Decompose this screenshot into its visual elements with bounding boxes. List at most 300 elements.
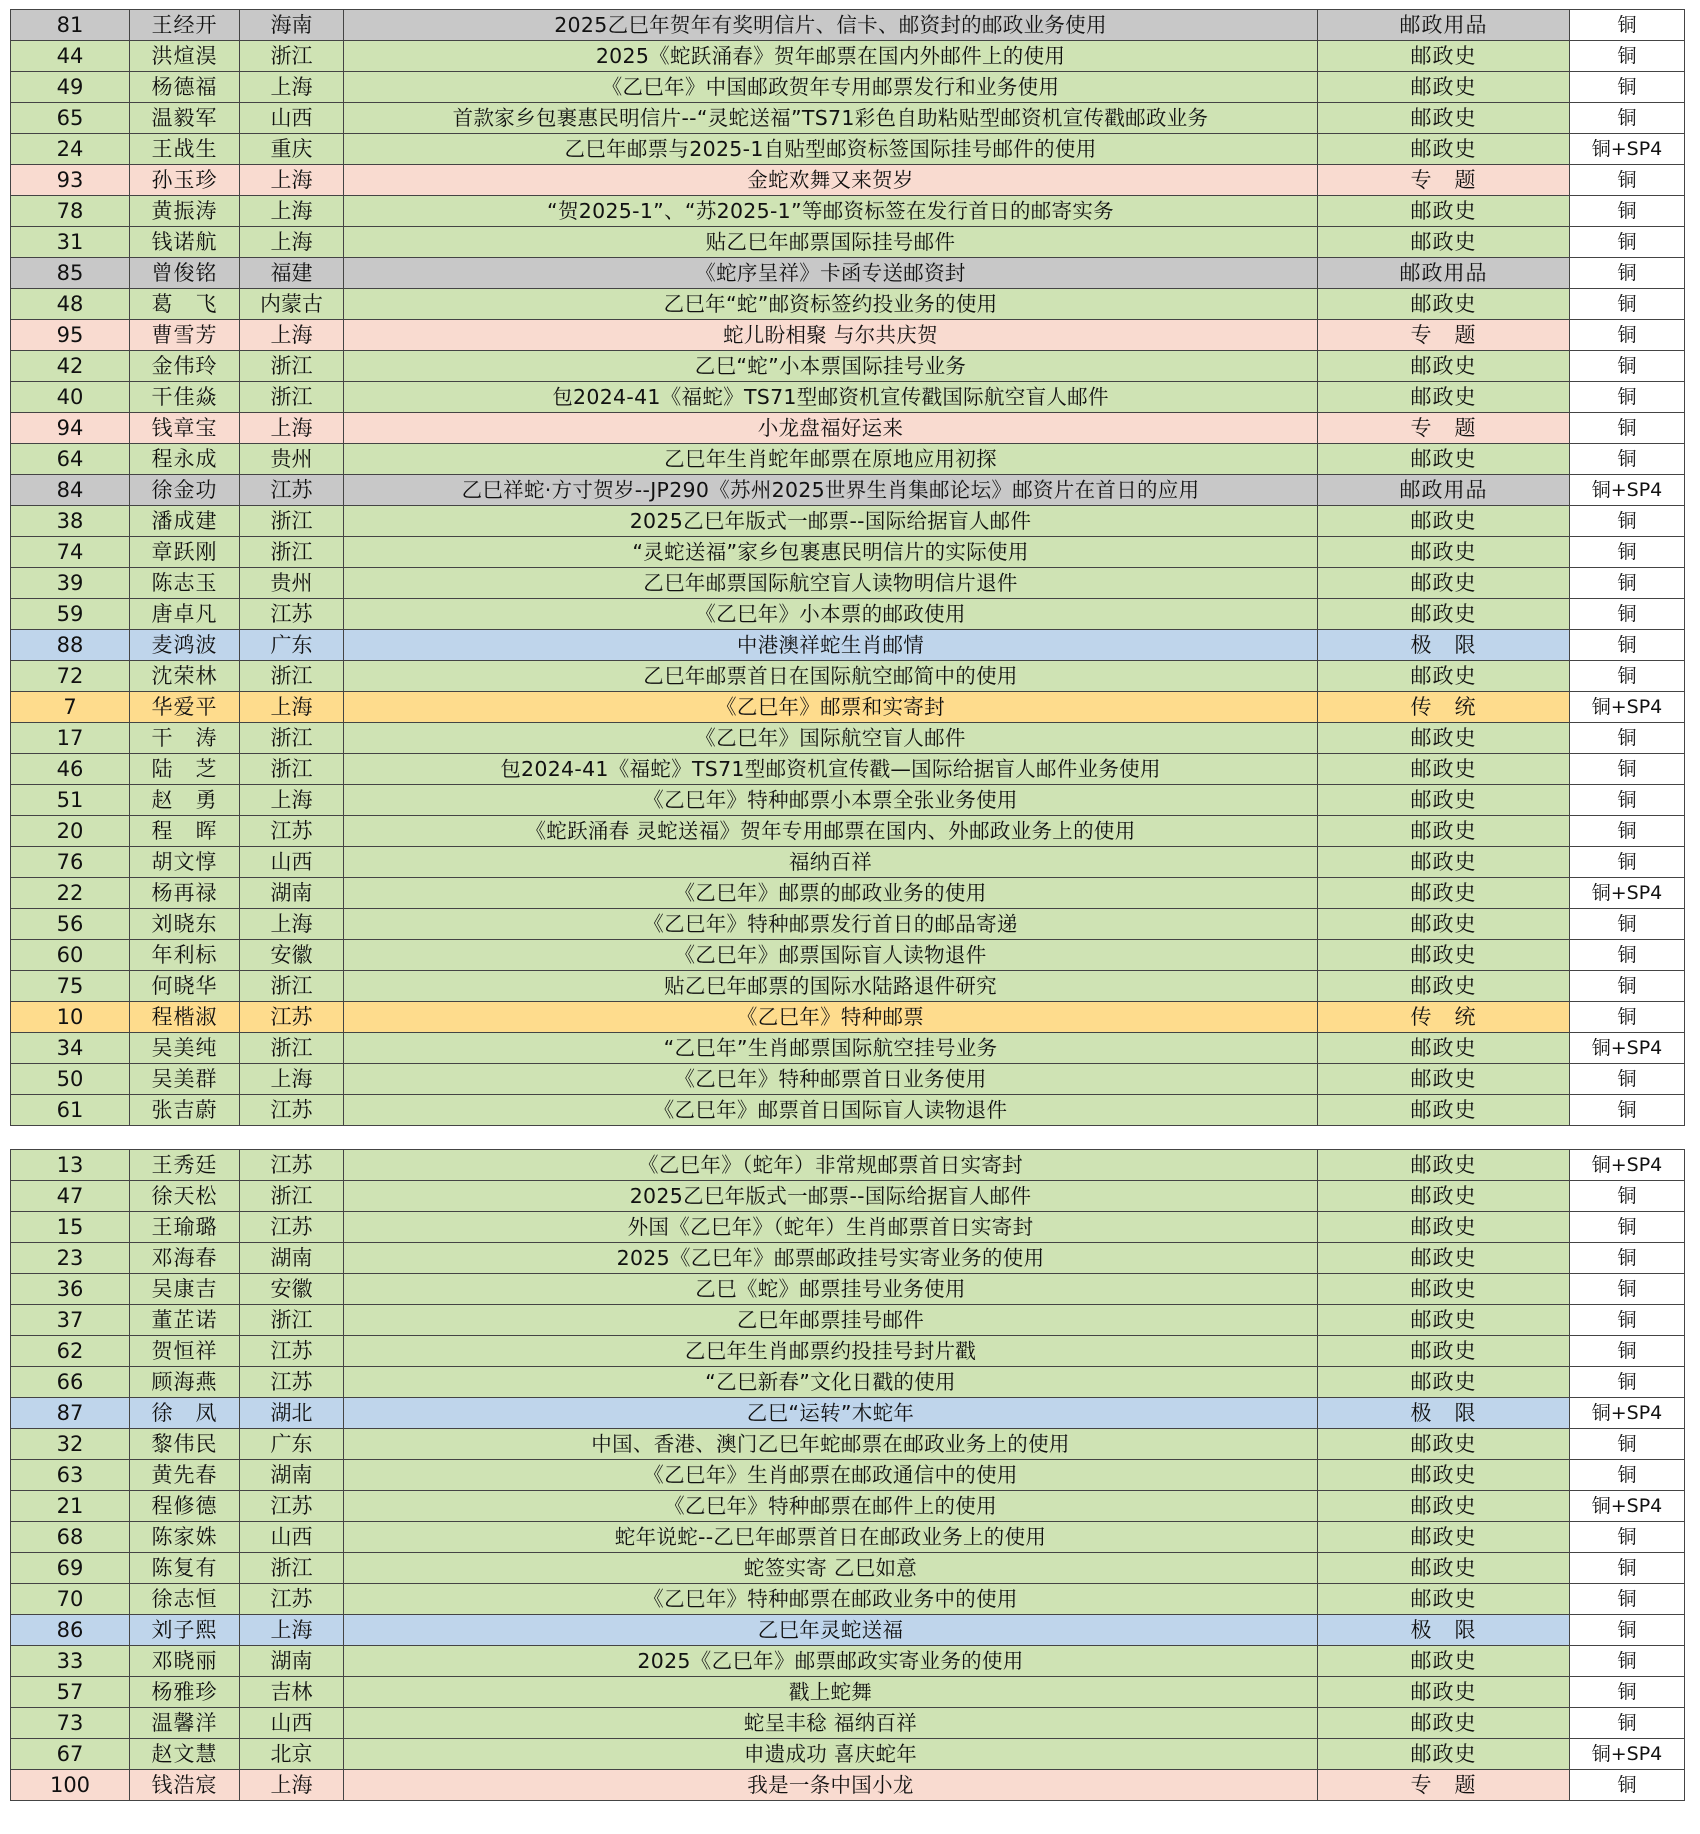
award-level: 铜+SP4	[1570, 878, 1685, 909]
award-level: 铜	[1570, 1274, 1685, 1305]
exhibitor-region: 浙江	[240, 537, 344, 568]
exhibitor-region: 贵州	[240, 444, 344, 475]
entry-number: 47	[11, 1181, 130, 1212]
exhibit-title: 《乙巳年》中国邮政贺年专用邮票发行和业务使用	[344, 72, 1318, 103]
entry-number: 48	[11, 289, 130, 320]
exhibitor-name: 年利标	[130, 940, 240, 971]
table-row	[11, 1584, 1685, 1615]
award-level: 铜	[1570, 1095, 1685, 1126]
exhibitor-region: 湖南	[240, 1243, 344, 1274]
exhibit-category: 邮政史	[1318, 971, 1570, 1002]
exhibit-category: 邮政史	[1318, 909, 1570, 940]
entry-number: 46	[11, 754, 130, 785]
exhibit-title: “乙巳新春”文化日戳的使用	[344, 1367, 1318, 1398]
table-row	[11, 909, 1685, 940]
award-level: 铜	[1570, 1770, 1685, 1801]
award-level: 铜	[1570, 723, 1685, 754]
exhibit-title: 《蛇序呈祥》卡函专送邮资封	[344, 258, 1318, 289]
table-row	[11, 1095, 1685, 1126]
exhibitor-region: 上海	[240, 785, 344, 816]
exhibit-title: 《乙巳年》特种邮票首日业务使用	[344, 1064, 1318, 1095]
exhibit-category: 邮政史	[1318, 1305, 1570, 1336]
exhibit-title: 中国、香港、澳门乙巳年蛇邮票在邮政业务上的使用	[344, 1429, 1318, 1460]
award-level: 铜	[1570, 1429, 1685, 1460]
exhibit-category: 邮政史	[1318, 661, 1570, 692]
exhibit-title: 《乙巳年》邮票和实寄封	[344, 692, 1318, 723]
exhibit-category: 邮政史	[1318, 1033, 1570, 1064]
exhibitor-region: 上海	[240, 1770, 344, 1801]
exhibit-category: 邮政史	[1318, 1553, 1570, 1584]
entry-number: 42	[11, 351, 130, 382]
exhibitor-region: 上海	[240, 413, 344, 444]
exhibit-category: 邮政史	[1318, 1677, 1570, 1708]
exhibit-title: 《乙巳年》特种邮票	[344, 1002, 1318, 1033]
table-row	[11, 971, 1685, 1002]
exhibitor-name: 曾俊铭	[130, 258, 240, 289]
entry-number: 15	[11, 1212, 130, 1243]
exhibit-category: 邮政史	[1318, 289, 1570, 320]
exhibitor-region: 上海	[240, 320, 344, 351]
exhibit-category: 专 题	[1318, 1770, 1570, 1801]
table-row	[11, 1212, 1685, 1243]
exhibitor-name: 黄先春	[130, 1460, 240, 1491]
exhibit-title: 《乙巳年》特种邮票发行首日的邮品寄递	[344, 909, 1318, 940]
entry-number: 50	[11, 1064, 130, 1095]
exhibitor-name: 黄振涛	[130, 196, 240, 227]
exhibit-title: 2025乙巳年版式一邮票--国际给据盲人邮件	[344, 506, 1318, 537]
table-row	[11, 1398, 1685, 1429]
award-level: 铜	[1570, 1553, 1685, 1584]
exhibitor-region: 海南	[240, 10, 344, 41]
exhibit-title: 2025《乙巳年》邮票邮政挂号实寄业务的使用	[344, 1243, 1318, 1274]
exhibit-title: 《乙巳年》邮票首日国际盲人读物退件	[344, 1095, 1318, 1126]
table-row	[11, 1274, 1685, 1305]
award-level: 铜	[1570, 1064, 1685, 1095]
entry-number: 21	[11, 1491, 130, 1522]
exhibit-title: “灵蛇送福”家乡包裹惠民明信片的实际使用	[344, 537, 1318, 568]
table-row	[11, 599, 1685, 630]
table-row	[11, 1064, 1685, 1095]
exhibitor-region: 上海	[240, 1064, 344, 1095]
exhibitor-name: 徐 凤	[130, 1398, 240, 1429]
award-level: 铜	[1570, 72, 1685, 103]
award-level: 铜	[1570, 568, 1685, 599]
entry-number: 66	[11, 1367, 130, 1398]
exhibit-category: 邮政史	[1318, 940, 1570, 971]
exhibit-category: 极 限	[1318, 1615, 1570, 1646]
exhibit-title: 2025《乙巳年》邮票邮政实寄业务的使用	[344, 1646, 1318, 1677]
entry-number: 56	[11, 909, 130, 940]
exhibitor-name: 顾海燕	[130, 1367, 240, 1398]
exhibit-category: 专 题	[1318, 320, 1570, 351]
award-level: 铜	[1570, 1708, 1685, 1739]
entry-number: 75	[11, 971, 130, 1002]
exhibit-title: 乙巳年邮票与2025-1自贴型邮资标签国际挂号邮件的使用	[344, 134, 1318, 165]
table-row	[11, 1615, 1685, 1646]
table-row	[11, 1677, 1685, 1708]
award-level: 铜	[1570, 1367, 1685, 1398]
award-level: 铜+SP4	[1570, 1739, 1685, 1770]
exhibit-category: 邮政用品	[1318, 258, 1570, 289]
exhibitor-region: 广东	[240, 1429, 344, 1460]
exhibit-category: 专 题	[1318, 413, 1570, 444]
table-row	[11, 940, 1685, 971]
award-level: 铜	[1570, 1002, 1685, 1033]
table-row	[11, 1491, 1685, 1522]
exhibitor-name: 陈家姝	[130, 1522, 240, 1553]
award-level: 铜	[1570, 1460, 1685, 1491]
exhibitor-name: 何晓华	[130, 971, 240, 1002]
award-level: 铜+SP4	[1570, 134, 1685, 165]
exhibitor-name: 程 晖	[130, 816, 240, 847]
table-row	[11, 723, 1685, 754]
table-row	[11, 41, 1685, 72]
table-row	[11, 630, 1685, 661]
exhibit-title: 《乙巳年》特种邮票在邮件上的使用	[344, 1491, 1318, 1522]
table-row	[11, 1150, 1685, 1181]
entry-number: 22	[11, 878, 130, 909]
award-level: 铜	[1570, 103, 1685, 134]
award-level: 铜	[1570, 320, 1685, 351]
table-row	[11, 537, 1685, 568]
table-row	[11, 1305, 1685, 1336]
exhibit-title: 2025乙巳年贺年有奖明信片、信卡、邮资封的邮政业务使用	[344, 10, 1318, 41]
exhibit-title: 乙巳年邮票挂号邮件	[344, 1305, 1318, 1336]
exhibit-title: 《乙巳年》（蛇年）非常规邮票首日实寄封	[344, 1150, 1318, 1181]
exhibitor-region: 浙江	[240, 506, 344, 537]
table-row	[11, 785, 1685, 816]
entry-number: 84	[11, 475, 130, 506]
entry-number: 33	[11, 1646, 130, 1677]
entry-number: 37	[11, 1305, 130, 1336]
exhibit-title: 《乙巳年》小本票的邮政使用	[344, 599, 1318, 630]
exhibitor-region: 广东	[240, 630, 344, 661]
exhibit-title: 外国《乙巳年》（蛇年）生肖邮票首日实寄封	[344, 1212, 1318, 1243]
exhibitor-region: 内蒙古	[240, 289, 344, 320]
award-level: 铜+SP4	[1570, 692, 1685, 723]
exhibitor-region: 江苏	[240, 1336, 344, 1367]
exhibitor-name: 刘晓东	[130, 909, 240, 940]
exhibitor-name: 吴美群	[130, 1064, 240, 1095]
exhibit-category: 邮政史	[1318, 816, 1570, 847]
table-row	[11, 289, 1685, 320]
exhibit-category: 邮政史	[1318, 103, 1570, 134]
table-row	[11, 1708, 1685, 1739]
exhibit-title: 乙巳年生肖邮票约投挂号封片戳	[344, 1336, 1318, 1367]
table-row	[11, 847, 1685, 878]
exhibitor-region: 江苏	[240, 1150, 344, 1181]
exhibit-category: 邮政史	[1318, 1212, 1570, 1243]
exhibit-category: 邮政史	[1318, 1274, 1570, 1305]
table-row	[11, 134, 1685, 165]
exhibitor-region: 上海	[240, 196, 344, 227]
exhibitor-name: 金伟玲	[130, 351, 240, 382]
award-level: 铜	[1570, 165, 1685, 196]
exhibit-category: 邮政史	[1318, 1739, 1570, 1770]
exhibitor-region: 上海	[240, 165, 344, 196]
exhibitor-region: 上海	[240, 72, 344, 103]
award-level: 铜	[1570, 41, 1685, 72]
table-row	[11, 1243, 1685, 1274]
exhibit-title: 乙巳“蛇”小本票国际挂号业务	[344, 351, 1318, 382]
table-row	[11, 382, 1685, 413]
entry-number: 51	[11, 785, 130, 816]
award-level: 铜	[1570, 599, 1685, 630]
exhibit-category: 邮政史	[1318, 1708, 1570, 1739]
entry-number: 31	[11, 227, 130, 258]
award-level: 铜	[1570, 1522, 1685, 1553]
exhibit-category: 邮政史	[1318, 1429, 1570, 1460]
exhibit-category: 邮政史	[1318, 1460, 1570, 1491]
exhibit-category: 邮政史	[1318, 196, 1570, 227]
award-level: 铜	[1570, 816, 1685, 847]
award-level: 铜	[1570, 909, 1685, 940]
exhibit-category: 邮政用品	[1318, 10, 1570, 41]
exhibit-category: 专 题	[1318, 165, 1570, 196]
entry-number: 57	[11, 1677, 130, 1708]
entry-number: 38	[11, 506, 130, 537]
table-row	[11, 320, 1685, 351]
exhibit-title: 乙巳《蛇》邮票挂号业务使用	[344, 1274, 1318, 1305]
exhibitor-region: 福建	[240, 258, 344, 289]
exhibit-category: 邮政史	[1318, 1243, 1570, 1274]
exhibitor-region: 浙江	[240, 971, 344, 1002]
exhibit-title: 《蛇跃涌春 灵蛇送福》贺年专用邮票在国内、外邮政业务上的使用	[344, 816, 1318, 847]
exhibitor-region: 江苏	[240, 599, 344, 630]
exhibitor-region: 山西	[240, 1708, 344, 1739]
exhibitor-name: 干佳焱	[130, 382, 240, 413]
exhibitor-region: 安徽	[240, 1274, 344, 1305]
exhibitor-name: 温毅军	[130, 103, 240, 134]
exhibitor-name: 徐金功	[130, 475, 240, 506]
award-level: 铜	[1570, 1212, 1685, 1243]
table-row	[11, 475, 1685, 506]
table-row	[11, 1002, 1685, 1033]
exhibit-title: 包2024-41《福蛇》TS71型邮资机宣传戳—国际给据盲人邮件业务使用	[344, 754, 1318, 785]
exhibit-category: 邮政史	[1318, 1150, 1570, 1181]
table-row	[11, 165, 1685, 196]
exhibit-title: 《乙巳年》特种邮票在邮政业务中的使用	[344, 1584, 1318, 1615]
exhibitor-name: 华爱平	[130, 692, 240, 723]
award-level: 铜	[1570, 971, 1685, 1002]
award-level: 铜	[1570, 1646, 1685, 1677]
exhibit-title: 乙巳年生肖蛇年邮票在原地应用初探	[344, 444, 1318, 475]
entry-number: 76	[11, 847, 130, 878]
exhibitor-region: 山西	[240, 847, 344, 878]
exhibit-title: 《乙巳年》邮票国际盲人读物退件	[344, 940, 1318, 971]
award-level: 铜	[1570, 10, 1685, 41]
exhibit-title: 乙巳年邮票国际航空盲人读物明信片退件	[344, 568, 1318, 599]
exhibit-category: 邮政史	[1318, 1095, 1570, 1126]
exhibit-category: 传 统	[1318, 692, 1570, 723]
exhibitor-region: 安徽	[240, 940, 344, 971]
award-level: 铜+SP4	[1570, 475, 1685, 506]
exhibitor-name: 邓海春	[130, 1243, 240, 1274]
exhibit-title: “贺2025-1”、“苏2025-1”等邮资标签在发行首日的邮寄实务	[344, 196, 1318, 227]
table-row	[11, 661, 1685, 692]
exhibit-category: 邮政史	[1318, 72, 1570, 103]
table-row	[11, 1553, 1685, 1584]
exhibit-category: 邮政史	[1318, 134, 1570, 165]
entry-number: 81	[11, 10, 130, 41]
exhibit-category: 邮政史	[1318, 444, 1570, 475]
exhibitor-name: 温馨洋	[130, 1708, 240, 1739]
exhibit-category: 邮政史	[1318, 754, 1570, 785]
exhibitor-name: 程修德	[130, 1491, 240, 1522]
exhibitor-region: 上海	[240, 692, 344, 723]
table-row	[11, 1429, 1685, 1460]
table-row	[11, 1460, 1685, 1491]
exhibit-title: 《乙巳年》国际航空盲人邮件	[344, 723, 1318, 754]
exhibit-title: 首款家乡包裹惠民明信片--“灵蛇送福”TS71彩色自助粘贴型邮资机宣传戳邮政业务	[344, 103, 1318, 134]
exhibitor-name: 曹雪芳	[130, 320, 240, 351]
exhibit-category: 邮政史	[1318, 878, 1570, 909]
entry-number: 60	[11, 940, 130, 971]
table-row	[11, 1646, 1685, 1677]
award-level: 铜	[1570, 1584, 1685, 1615]
entry-number: 72	[11, 661, 130, 692]
award-level: 铜	[1570, 413, 1685, 444]
exhibit-category: 邮政史	[1318, 537, 1570, 568]
exhibitor-name: 杨再禄	[130, 878, 240, 909]
table-row	[11, 258, 1685, 289]
exhibitor-region: 山西	[240, 103, 344, 134]
table-row	[11, 816, 1685, 847]
entry-number: 63	[11, 1460, 130, 1491]
exhibitor-region: 江苏	[240, 1095, 344, 1126]
exhibit-category: 邮政史	[1318, 568, 1570, 599]
exhibit-category: 邮政史	[1318, 41, 1570, 72]
exhibitor-region: 浙江	[240, 351, 344, 382]
entry-number: 86	[11, 1615, 130, 1646]
exhibitor-name: 张吉蔚	[130, 1095, 240, 1126]
exhibitor-name: 胡文惇	[130, 847, 240, 878]
exhibitor-name: 潘成建	[130, 506, 240, 537]
exhibit-title: 戳上蛇舞	[344, 1677, 1318, 1708]
award-level: 铜	[1570, 630, 1685, 661]
entry-number: 67	[11, 1739, 130, 1770]
exhibitor-name: 章跃刚	[130, 537, 240, 568]
exhibitor-region: 吉林	[240, 1677, 344, 1708]
exhibitor-name: 赵文慧	[130, 1739, 240, 1770]
exhibitor-region: 山西	[240, 1522, 344, 1553]
exhibitor-name: 杨德福	[130, 72, 240, 103]
exhibit-title: 蛇年说蛇--乙巳年邮票首日在邮政业务上的使用	[344, 1522, 1318, 1553]
award-level: 铜	[1570, 847, 1685, 878]
exhibitor-name: 王战生	[130, 134, 240, 165]
exhibitor-name: 赵 勇	[130, 785, 240, 816]
exhibit-category: 邮政用品	[1318, 475, 1570, 506]
exhibitor-region: 浙江	[240, 41, 344, 72]
exhibit-title: 小龙盘福好运来	[344, 413, 1318, 444]
exhibit-category: 邮政史	[1318, 1064, 1570, 1095]
entry-number: 39	[11, 568, 130, 599]
exhibitor-region: 北京	[240, 1739, 344, 1770]
table-row	[11, 506, 1685, 537]
exhibit-title: 乙巳年邮票首日在国际航空邮简中的使用	[344, 661, 1318, 692]
table-row	[11, 568, 1685, 599]
table-row	[11, 413, 1685, 444]
exhibitor-region: 湖北	[240, 1398, 344, 1429]
entry-number: 34	[11, 1033, 130, 1064]
entry-number: 10	[11, 1002, 130, 1033]
award-level: 铜	[1570, 258, 1685, 289]
award-level: 铜	[1570, 785, 1685, 816]
exhibit-title: 2025《蛇跃涌春》贺年邮票在国内外邮件上的使用	[344, 41, 1318, 72]
entry-number: 49	[11, 72, 130, 103]
award-level: 铜	[1570, 227, 1685, 258]
table-row	[11, 754, 1685, 785]
table-row	[11, 444, 1685, 475]
exhibit-title: 我是一条中国小龙	[344, 1770, 1318, 1801]
entry-number: 95	[11, 320, 130, 351]
exhibitor-name: 洪煊淏	[130, 41, 240, 72]
entry-number: 74	[11, 537, 130, 568]
exhibit-category: 极 限	[1318, 630, 1570, 661]
exhibit-category: 邮政史	[1318, 227, 1570, 258]
exhibitor-name: 唐卓凡	[130, 599, 240, 630]
exhibit-category: 邮政史	[1318, 506, 1570, 537]
entry-number: 85	[11, 258, 130, 289]
table-row	[11, 103, 1685, 134]
entry-number: 62	[11, 1336, 130, 1367]
exhibitor-name: 刘子熙	[130, 1615, 240, 1646]
exhibit-title: 福纳百祥	[344, 847, 1318, 878]
exhibitor-name: 贺恒祥	[130, 1336, 240, 1367]
table-row	[11, 1522, 1685, 1553]
exhibitor-name: 王瑜璐	[130, 1212, 240, 1243]
exhibitor-region: 浙江	[240, 1181, 344, 1212]
exhibitor-name: 钱章宝	[130, 413, 240, 444]
exhibitor-region: 湖南	[240, 1460, 344, 1491]
exhibitor-region: 贵州	[240, 568, 344, 599]
exhibitor-name: 钱浩宸	[130, 1770, 240, 1801]
award-level: 铜+SP4	[1570, 1150, 1685, 1181]
award-level: 铜	[1570, 1336, 1685, 1367]
entry-number: 7	[11, 692, 130, 723]
exhibit-title: 贴乙巳年邮票国际挂号邮件	[344, 227, 1318, 258]
award-level: 铜	[1570, 1615, 1685, 1646]
exhibit-title: 乙巳祥蛇·方寸贺岁--JP290《苏州2025世界生肖集邮论坛》邮资片在首日的应用	[344, 475, 1318, 506]
entry-number: 59	[11, 599, 130, 630]
exhibit-title: 中港澳祥蛇生肖邮情	[344, 630, 1318, 661]
exhibitor-name: 杨雅珍	[130, 1677, 240, 1708]
exhibitor-region: 湖南	[240, 1646, 344, 1677]
exhibit-title: 申遗成功 喜庆蛇年	[344, 1739, 1318, 1770]
entry-number: 44	[11, 41, 130, 72]
exhibitor-region: 江苏	[240, 1367, 344, 1398]
entry-number: 69	[11, 1553, 130, 1584]
exhibit-title: 贴乙巳年邮票的国际水陆路退件研究	[344, 971, 1318, 1002]
award-level: 铜	[1570, 351, 1685, 382]
exhibitor-name: 吴美纯	[130, 1033, 240, 1064]
exhibitor-region: 重庆	[240, 134, 344, 165]
exhibitor-region: 湖南	[240, 878, 344, 909]
award-level: 铜	[1570, 196, 1685, 227]
exhibit-title: 《乙巳年》特种邮票小本票全张业务使用	[344, 785, 1318, 816]
table-row	[11, 227, 1685, 258]
entry-number: 73	[11, 1708, 130, 1739]
exhibit-title: 乙巳“运转”木蛇年	[344, 1398, 1318, 1429]
table-row	[11, 196, 1685, 227]
award-level: 铜	[1570, 444, 1685, 475]
exhibit-title: 金蛇欢舞又来贺岁	[344, 165, 1318, 196]
entry-number: 100	[11, 1770, 130, 1801]
exhibitor-region: 上海	[240, 909, 344, 940]
award-level: 铜+SP4	[1570, 1491, 1685, 1522]
table-separator	[10, 1139, 1700, 1149]
exhibit-title: 2025乙巳年版式一邮票--国际给据盲人邮件	[344, 1181, 1318, 1212]
